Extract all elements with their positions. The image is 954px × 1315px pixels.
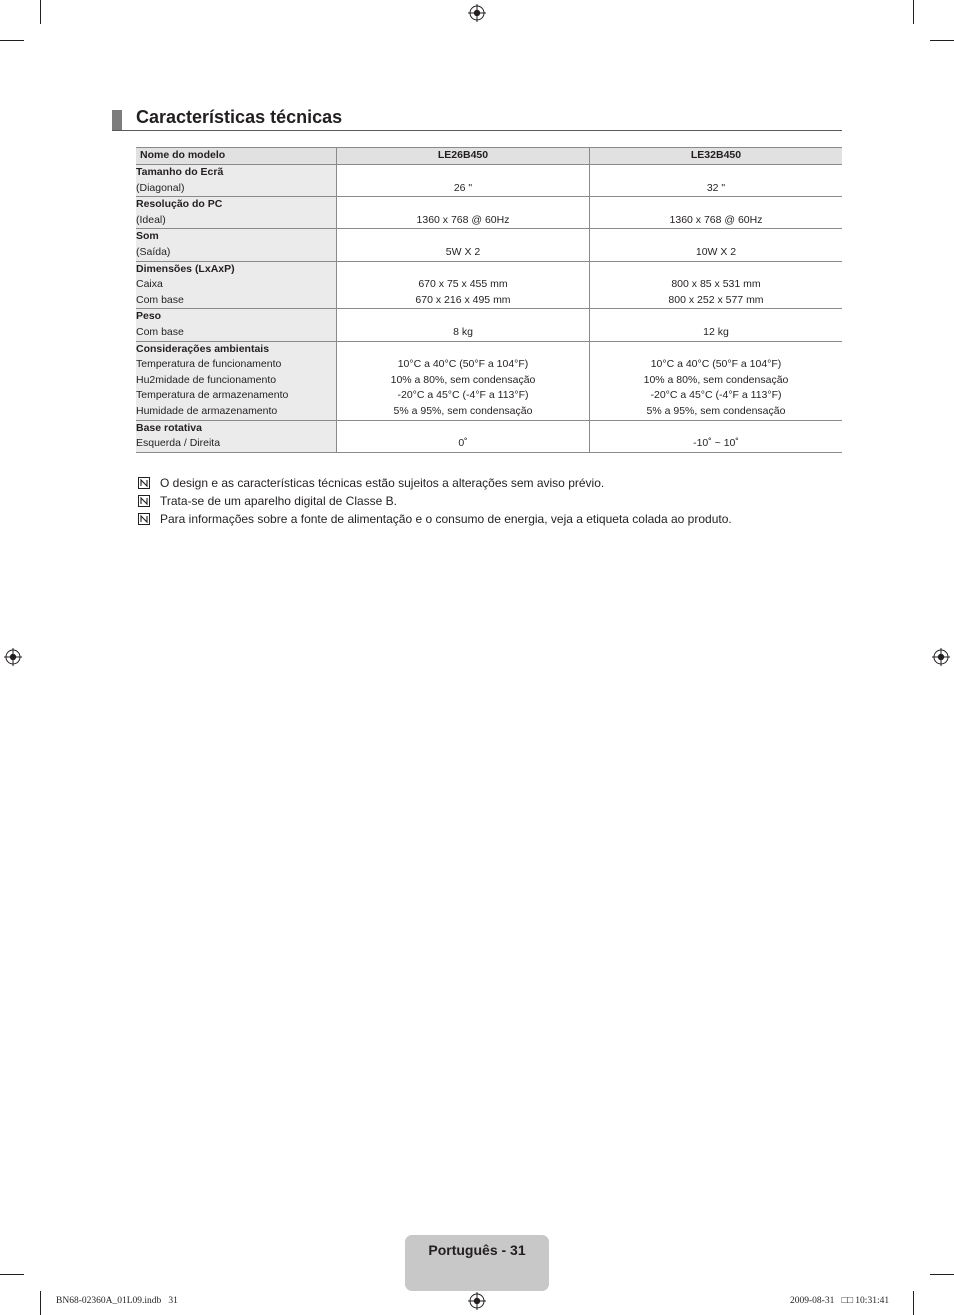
crop-mark [930,40,954,41]
crop-mark [40,0,41,24]
table-row [136,341,842,420]
value-le32b450: 800 x 85 x 531 mm 800 x 252 x 577 mm [590,261,843,309]
row-label: Peso Com base [136,309,337,341]
note-icon [138,513,150,525]
table-row [136,309,842,341]
crop-mark [930,1274,954,1275]
registration-mark-icon [468,4,486,22]
print-date-info: 2009-08-31 □□ 10:31:41 [790,1296,890,1306]
row-label: Resolução do PC (Ideal) [136,197,337,229]
value-le26b450: 8 kg [337,309,590,341]
note-text: Para informações sobre a fonte de alimentação e o consumo de energia, veja a etiqueta colada ao produto. [160,512,732,526]
registration-mark-icon [932,648,950,666]
crop-mark [40,1291,41,1315]
row-label: Base rotativa Esquerda / Direita [136,420,337,452]
row-label: Dimensões (LxAxP) Caixa Com base [136,261,337,309]
registration-mark-icon [4,648,22,666]
crop-mark [0,40,24,41]
crop-mark [0,1274,24,1275]
column-header-model-name: Nome do modelo [136,148,337,165]
value-le26b450: 10°C a 40°C (50°F a 104°F) 10% a 80%, sem condensação -20°C a 45°C (-4°F a 113°F) 5% a 95%, sem condensação [337,341,590,420]
table-row [136,261,842,309]
value-le32b450: 12 kg [590,309,843,341]
note-item [138,510,732,528]
page-number-label: Português - 31 [428,1242,526,1258]
row-label: Considerações ambientais Temperatura de funcionamento Hu2midade de funcionamento Temperatura de armazenamento Humidade de armazenamento [136,341,337,420]
note-item [138,474,732,492]
value-le26b450: 0˚ [337,420,590,452]
column-header-le32b450: LE32B450 [590,148,843,165]
table-row [136,420,842,452]
print-file-info: BN68-02360A_01L09.indb 31 [56,1296,178,1306]
note-item [138,492,732,510]
section-title: Características técnicas [136,107,343,127]
value-le32b450: 1360 x 768 @ 60Hz [590,197,843,229]
registration-mark-icon [468,1292,486,1310]
notes-list [138,474,732,528]
value-le32b450: 10°C a 40°C (50°F a 104°F) 10% a 80%, sem condensação -20°C a 45°C (-4°F a 113°F) 5% a 95%, sem condensação [590,341,843,420]
value-le32b450: -10˚ ~ 10˚ [590,420,843,452]
note-icon [138,477,150,489]
value-le26b450: 5W X 2 [337,229,590,261]
value-le32b450: 10W X 2 [590,229,843,261]
value-le26b450: 670 x 75 x 455 mm 670 x 216 x 495 mm [337,261,590,309]
row-label: Som (Saída) [136,229,337,261]
row-label: Tamanho do Ecrã (Diagonal) [136,165,337,197]
column-header-le26b450: LE26B450 [337,148,590,165]
value-le32b450: 32 " [590,165,843,197]
table-row [136,165,842,197]
note-icon [138,495,150,507]
note-text: Trata-se de um aparelho digital de Classe B. [160,494,398,508]
title-rule [112,130,842,131]
note-text: O design e as características técnicas estão sujeitos a alterações sem aviso prévio. [160,476,605,490]
spec-table [136,147,842,453]
table-row [136,229,842,261]
table-row [136,197,842,229]
title-marker [112,110,122,130]
crop-mark [913,1291,914,1315]
crop-mark [913,0,914,24]
value-le26b450: 26 " [337,165,590,197]
table-header-row [136,148,842,165]
value-le26b450: 1360 x 768 @ 60Hz [337,197,590,229]
